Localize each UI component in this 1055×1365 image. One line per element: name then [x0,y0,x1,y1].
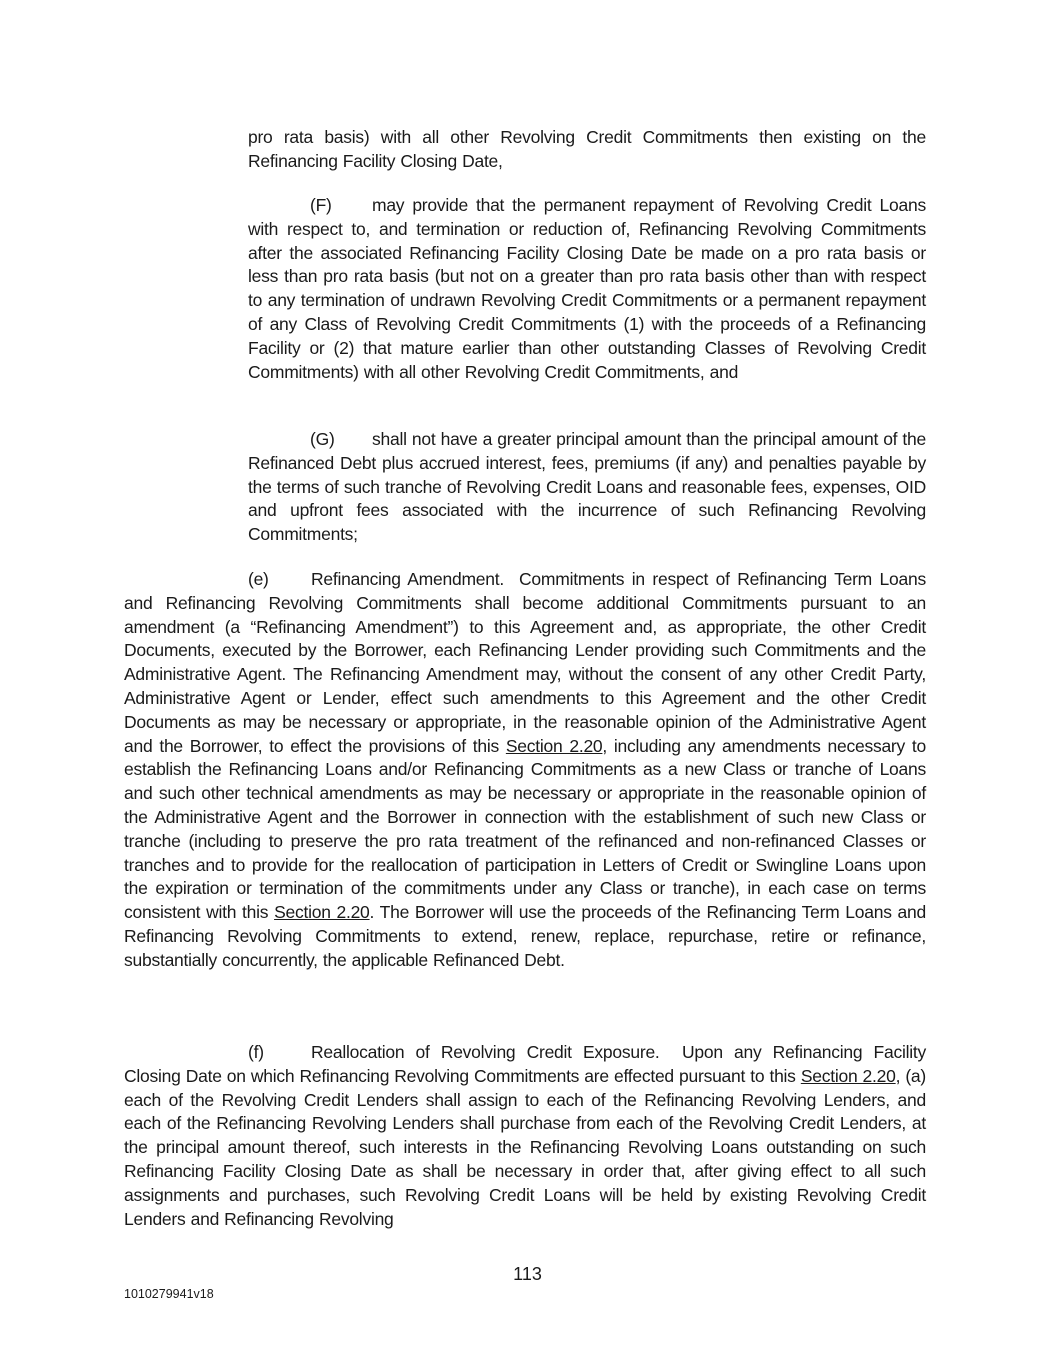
document-id: 1010279941v18 [124,1287,214,1301]
paragraph-text: pro rata basis) with all other Revolving Credit Commitments then existing on the Refinancing Facility Closing Date, [248,127,926,171]
section-reference: Section 2.20 [274,902,370,923]
section-heading: Reallocation of Revolving Credit Exposure. [311,1042,660,1062]
clause-label: (G) [310,429,335,449]
section-reference: Section 2.20 [800,1065,896,1086]
section-text: , including any amendments necessary to establish the Refinancing Loans and/or Refinancing Commitments as a new Class or tranche of Loans and such other technical amendments as may be necessary or appropriate in the reasonable opinion of the Administrative Agent and the Borrower in connection with the establishment of such new Class or tranche (including to preserve the pro rata treatment of the refinanced and non-refinanced Classes or tranches and to provide for the reallocation of participation in Letters of Credit or Swingline Loans upon the expiration or termination of the commitments under any Class or tranche), in each case on terms consistent with this [124,735,926,923]
section-text: . The Borrower will use the proceeds of the Refinancing Term Loans and Refinancing Revolving Commitments to extend, renew, replace, repurchase, retire or refinance, substantially concurrently, the applicable Refinanced Debt. [124,902,926,970]
paragraph-continuation [248,126,926,174]
section-text: Upon any Refinancing Facility Closing Date on which Refinancing Revolving Commitments are effected pursuant to this [124,1042,927,1086]
section-e [124,568,926,973]
section-text: , (a) each of the Revolving Credit Lenders shall assign to each of the Refinancing Revolving Lenders, and each of the Refinancing Revolving Lenders shall purchase from each of the Revolving Credit Lenders, at the principal amount thereof, such interests in the Refinancing Revolving Loans outstanding on such Refinancing Facility Closing Date as shall be necessary in order that, after giving effect to all such assignments and purchases, such Revolving Credit Loans will be held by existing Revolving Credit Lenders and Refinancing Revolving [124,1065,926,1229]
clause-G [248,428,926,547]
section-label: (f) [248,1042,264,1062]
clause-label: (F) [310,195,332,215]
clause-F [248,194,926,384]
section-label: (e) [248,569,269,589]
section-text: Commitments in respect of Refinancing Term Loans and Refinancing Revolving Commitments shall become additional Commitments pursuant to an amendment (a “Refinancing Amendment”) to this Agreement and, as appropriate, the other Credit Documents, executed by the Borrower, each Refinancing Lender providing such Commitments and the Administrative Agent. The Refinancing Amendment may, without the consent of any other Credit Party, Administrative Agent or Lender, effect such amendments to this Agreement and the other Credit Documents as may be necessary or appropriate, in the reasonable opinion of the Administrative Agent and the Borrower, to effect the provisions of this [124,569,926,756]
section-heading: Refinancing Amendment. [311,569,504,589]
page-number: 113 [513,1264,542,1284]
clause-text: shall not have a greater principal amount than the principal amount of the Refinanced Debt plus accrued interest, fees, premiums (if any) and penalties payable by the terms of such tranche of Revolving Credit Loans and reasonable fees, expenses, OID and upfront fees associated with the incurrence of such Refinancing Revolving Commitments; [248,429,926,545]
section-f [124,1041,926,1231]
clause-text: may provide that the permanent repayment of Revolving Credit Loans with respect to, and termination or reduction of, Refinancing Revolving Commitments after the associated Refinancing Facility Closing Date be made on a pro rata basis or less than pro rata basis (but not on a greater than pro rata basis other than with respect to any termination of undrawn Revolving Credit Commitments or a permanent repayment of any Class of Revolving Credit Commitments (1) with the proceeds of a Refinancing Facility or (2) that mature earlier than other outstanding Classes of Revolving Credit Commitments) with all other Revolving Credit Commitments, and [248,195,926,382]
section-reference: Section 2.20 [505,735,603,756]
